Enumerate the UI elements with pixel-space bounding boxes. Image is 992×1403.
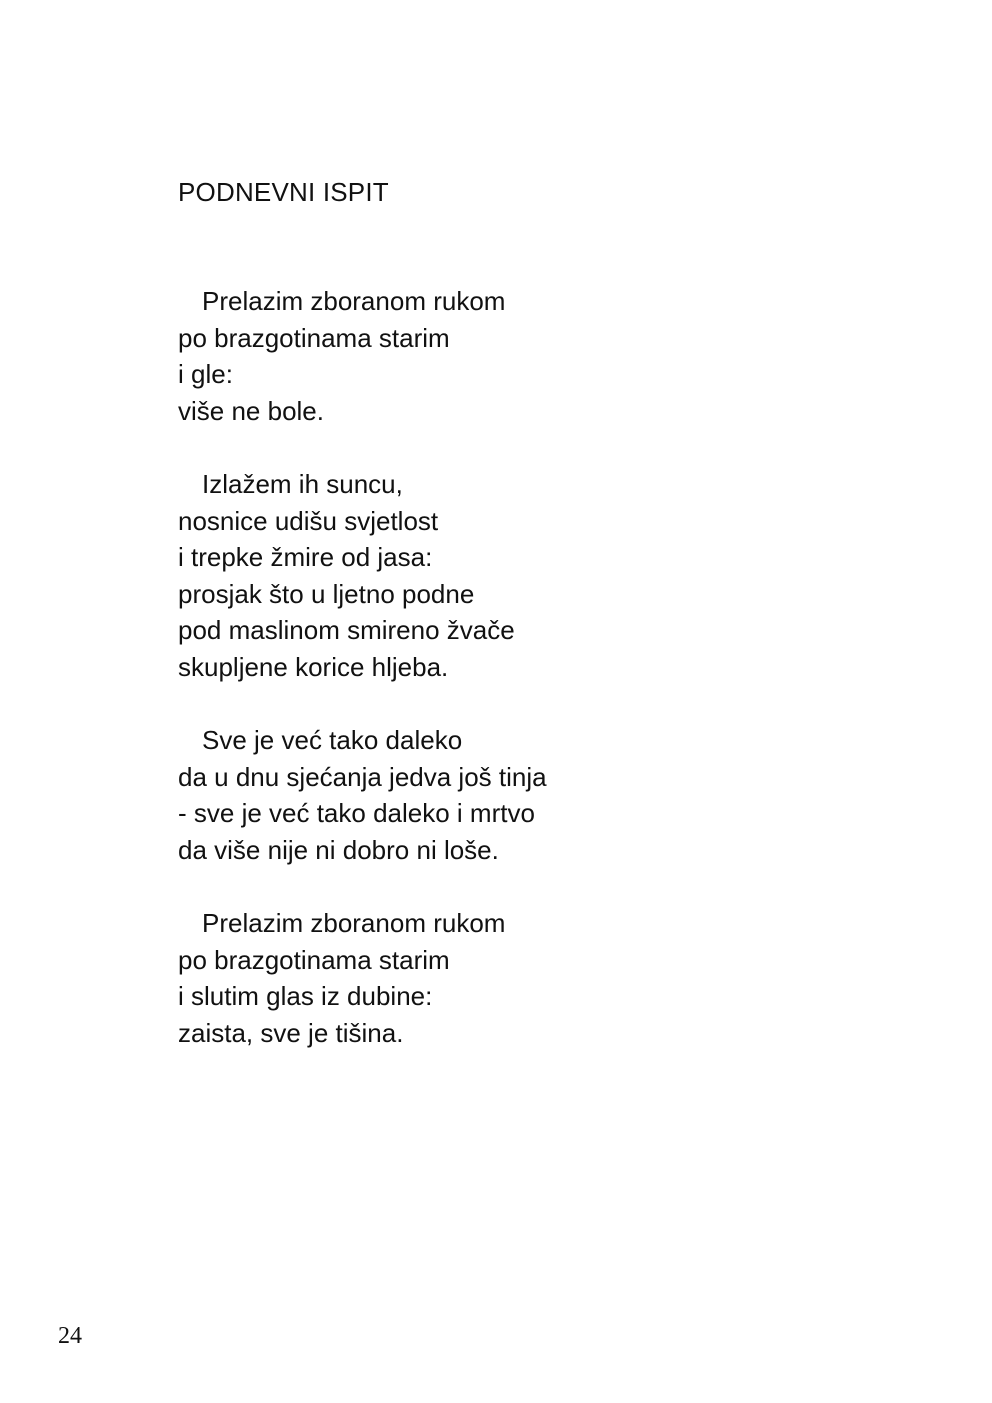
stanza-4: [178, 905, 547, 1051]
poem-line: Sve je već tako daleko: [202, 725, 463, 756]
poem-line: - sve je već tako daleko i mrtvo: [178, 798, 535, 829]
page-number: 24: [58, 1323, 82, 1349]
stanza-2: [178, 466, 547, 686]
poem-line: zaista, sve je tišina.: [178, 1017, 404, 1048]
poem-line: po brazgotinama starim: [178, 322, 450, 353]
poem-line: skupljene korice hljeba.: [178, 651, 449, 682]
poem-line: Izlažem ih suncu,: [202, 468, 403, 499]
poem-line: nosnice udišu svjetlost: [178, 505, 439, 536]
poem-line: i slutim glas iz dubine:: [178, 981, 433, 1012]
poem-line: i trepke žmire od jasa:: [178, 542, 433, 573]
poem-line: Prelazim zboranom rukom: [202, 908, 506, 939]
poem-line: prosjak što u ljetno podne: [178, 578, 475, 609]
stanza-3: [178, 722, 547, 868]
poem-line: više ne bole.: [178, 395, 324, 426]
poem-body: [178, 283, 547, 1088]
poem-line: po brazgotinama starim: [178, 944, 450, 975]
poem-line: i gle:: [178, 359, 233, 390]
poem-line: pod maslinom smireno žvače: [178, 615, 515, 646]
poem-line: da u dnu sjećanja jedva još tinja: [178, 761, 547, 792]
poem-line: da više nije ni dobro ni loše.: [178, 834, 499, 865]
poem-line: Prelazim zboranom rukom: [202, 286, 506, 316]
stanza-1: [178, 283, 547, 429]
poem-title: PODNEVNI ISPIT: [178, 177, 389, 207]
